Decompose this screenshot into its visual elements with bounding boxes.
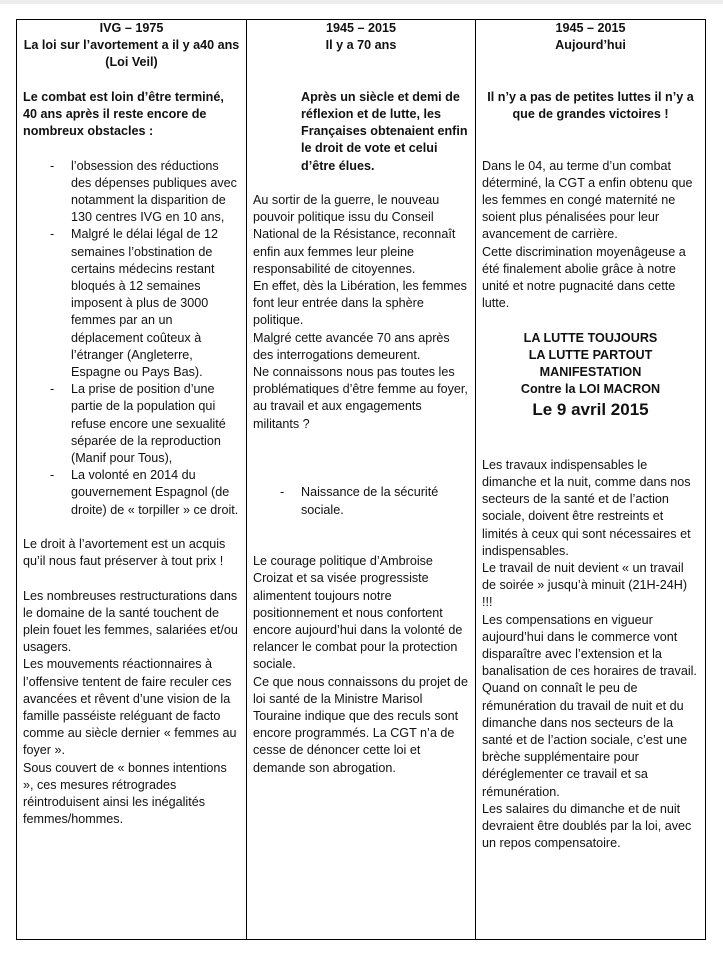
paragraph: Sous couvert de « bonnes intentions », ces mesures rétrogrades réintroduisent ainsi les inégalités femmes/hommes. bbox=[23, 760, 227, 827]
column-header bbox=[23, 20, 240, 72]
intro-text: Après un siècle et demi de réflexion et de lutte, les Françaises obtenaient enfin le droit de vote et celui d’être élues. bbox=[301, 89, 468, 173]
events-list bbox=[253, 484, 469, 518]
column-70-ans bbox=[247, 20, 476, 939]
list-item: - Naissance de la sécurité sociale. bbox=[253, 484, 469, 518]
paragraph: Les mouvements réactionnaires à l’offensive tentent de faire reculer ces avancées et rêvent d’une vision de la famille passéiste reléguant de facto comme au siècle dernier « femmes au foyer ». bbox=[23, 657, 237, 758]
paragraph: Quand on connaît le peu de rémunération du travail de nuit et du dimanche dans nos secteurs de la santé et de l’action sociale, c’est une brèche supplémentaire pour déréglementer ce travail et sa rémunération. bbox=[482, 681, 688, 799]
paragraph: En effet, dès la Libération, les femmes font leur entrée dans la sphère politique. bbox=[253, 279, 467, 328]
intro-text: Il n’y a pas de petites luttes il n’y a que de grandes victoires ! bbox=[487, 89, 694, 121]
column-header bbox=[482, 20, 699, 54]
paragraph: Les salaires du dimanche et de nuit devraient être doublés par la loi, avec un repos compensatoire. bbox=[482, 801, 692, 851]
paragraph: Les nombreuses restructurations dans le domaine de la santé touchent de plein fouet les femmes, salariées et/ou usagers. bbox=[23, 588, 238, 655]
callout-line: LA LUTTE PARTOUT bbox=[528, 347, 653, 362]
header-line: 1945 – 2015 bbox=[555, 21, 626, 35]
paragraph: Les travaux indispensables le dimanche et la nuit, comme dans nos secteurs de la santé et de l’action sociale, doivent être restreints et limités à ceux qui sont nécessaires et indispensables. bbox=[482, 457, 691, 558]
paragraph: Dans le 04, au terme d’un combat déterminé, la CGT a enfin obtenu que les femmes en congé maternité ne soient plus pénalisées pour leur avancement de carrière. bbox=[482, 158, 693, 242]
callout-line: LA LUTTE TOUJOURS bbox=[523, 330, 658, 345]
list-item: - l’obsession des réductions des dépenses publiques avec notamment la disparition de 130 centres IVG en 10 ans, bbox=[23, 158, 240, 227]
paragraph: Ne connaissons nous pas toutes les problématiques d’être femme au foyer, au travail et aux engagements militants ? bbox=[253, 365, 468, 431]
intro-text: Le combat est loin d’être terminé, 40 ans après il reste encore de nombreux obstacles : bbox=[23, 89, 224, 139]
paragraph: Le droit à l’avortement est un acquis qu’il nous faut préserver à tout prix ! bbox=[23, 537, 226, 569]
callout bbox=[482, 330, 699, 423]
header-line: IVG – 1975 bbox=[99, 21, 164, 35]
three-column-table bbox=[16, 19, 706, 940]
list-item: - La volonté en 2014 du gouvernement Espagnol (de droite) de « torpiller » ce droit. bbox=[23, 467, 240, 519]
paragraph: Les compensations en vigueur aujourd’hui dans le commerce vont disparaître avec l’extension et la banalisation de ces horaires de travail. bbox=[482, 612, 697, 679]
column-header bbox=[253, 20, 469, 54]
top-strip bbox=[0, 0, 723, 4]
header-line: La loi sur l’avortement a il y a40 ans bbox=[23, 38, 240, 53]
header-line: 1945 – 2015 bbox=[325, 21, 397, 35]
header-line: (Loi Veil) bbox=[105, 55, 158, 70]
column-ivg bbox=[17, 20, 247, 939]
callout-line: Contre la LOI MACRON bbox=[520, 382, 661, 397]
header-line: Aujourd’hui bbox=[555, 38, 626, 53]
paragraph: Cette discrimination moyenâgeuse a été finalement abolie grâce à notre unité et notre pugnacité dans cette lutte. bbox=[482, 244, 686, 311]
list-item: - La prise de position d’une partie de la population qui refuse encore une sexualité séparée de la reproduction (Manif pour Tous), bbox=[23, 381, 240, 467]
event-date: Le 9 avril 2015 bbox=[532, 400, 649, 420]
paragraph: Au sortir de la guerre, le nouveau pouvoir politique issu du Conseil National de la Résistance, reconnaît enfin aux femmes leur pleine responsabilité de citoyennes. bbox=[253, 192, 456, 276]
header-line: Il y a 70 ans bbox=[325, 38, 397, 53]
paragraph: Le courage politique d’Ambroise Croizat et sa visée progressiste alimentent toujours notre positionnement et nous confortent encore aujourd’hui dans la volonté de relancer le combat pour la protection sociale. bbox=[253, 554, 463, 672]
paragraph: Le travail de nuit devient « un travail de soirée » jusqu’à minuit (21H-24H) !!! bbox=[482, 560, 688, 610]
column-aujourdhui bbox=[476, 20, 705, 939]
callout-line: MANIFESTATION bbox=[539, 364, 642, 379]
obstacles-list bbox=[23, 158, 240, 519]
paragraph: Ce que nous connaissons du projet de loi santé de la Ministre Marisol Touraine indique que des reculs sont encore programmés. La CGT n’a de cesse de dénoncer cette loi et demande son abrogation. bbox=[253, 674, 468, 775]
list-item: - Malgré le délai légal de 12 semaines l’obstination de certains médecins restant bloqués à 12 semaines imposent à plus de 3000 femmes par an un déplacement coûteux à l’étranger (Angleterre, Espagne ou Pays Bas). bbox=[23, 226, 240, 381]
paragraph: Malgré cette avancée 70 ans après des interrogations demeurent. bbox=[253, 330, 450, 362]
